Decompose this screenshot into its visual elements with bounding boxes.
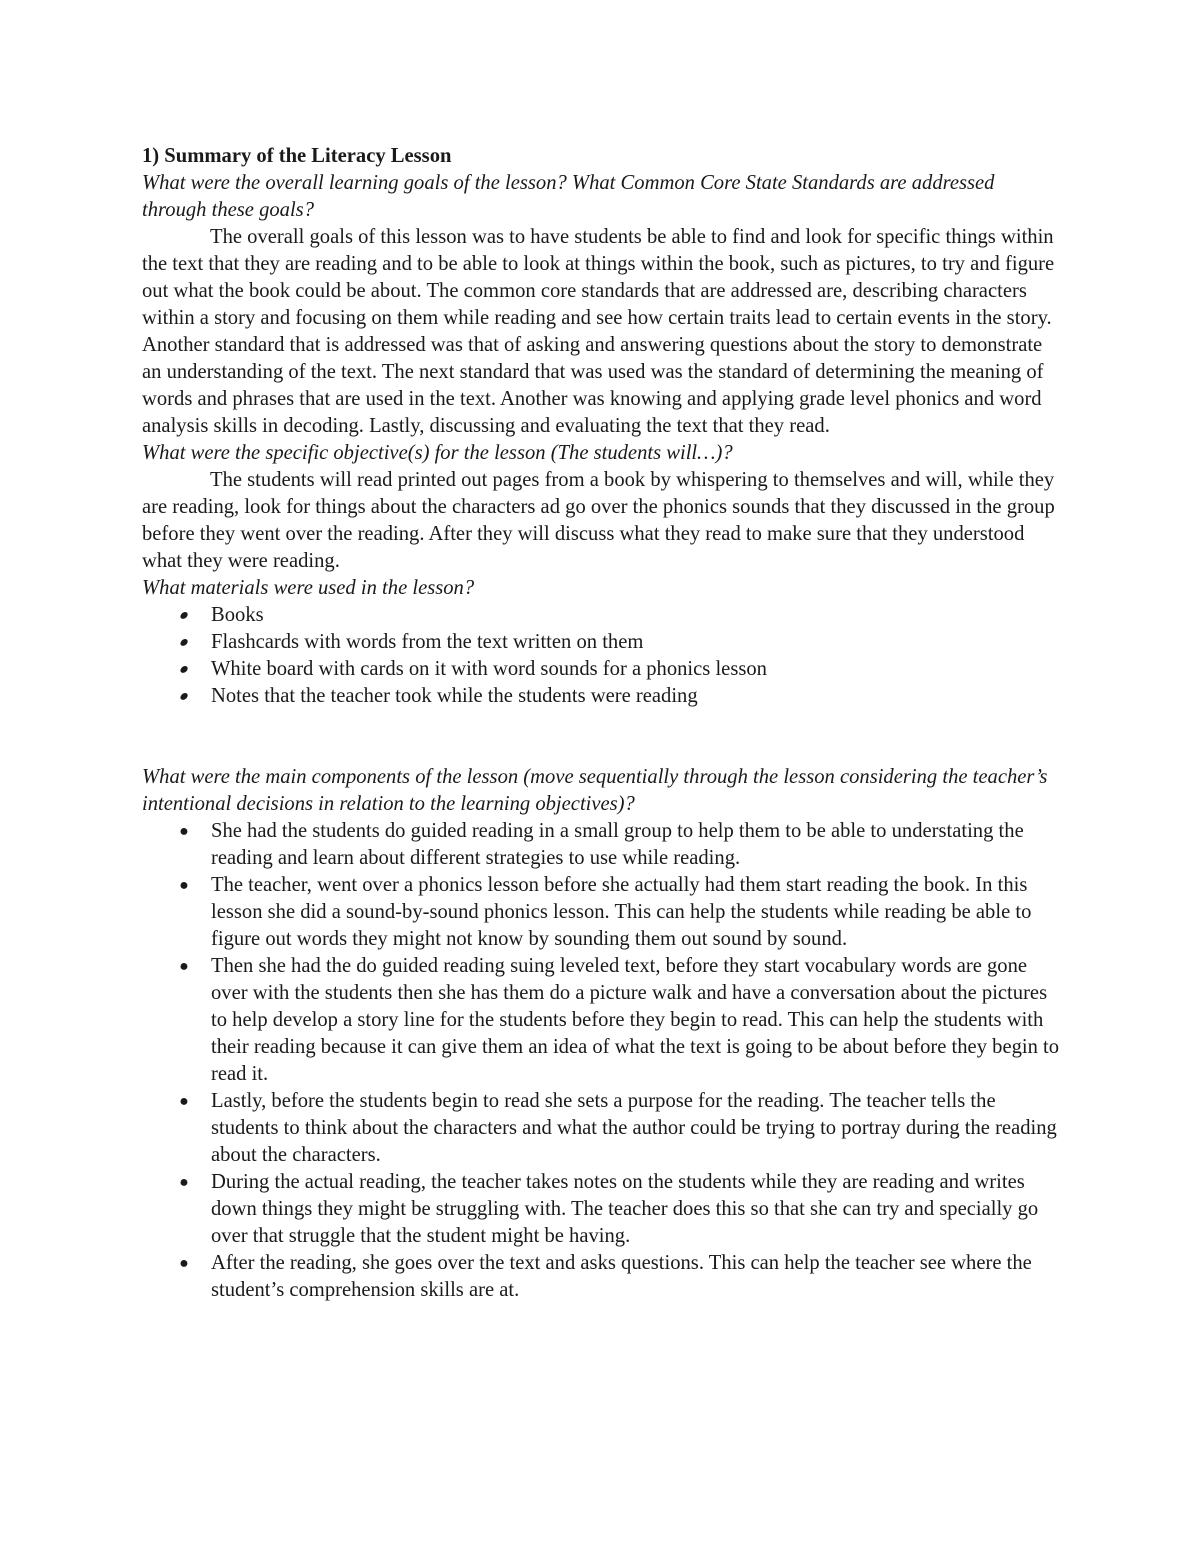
list-item-text: Notes that the teacher took while the students were reading [211,685,698,707]
spacer [142,710,1062,764]
question-main-components: What were the main components of the lesson (move sequentially through the lesson considering the teacher’s intentional decisions in relation to the learning objectives)? [142,766,1048,815]
bullet-icon: ● [179,1093,189,1110]
list-item [142,683,1062,710]
bullet-icon: ● [176,634,192,651]
list-item [142,1250,1062,1304]
list-item-text: White board with cards on it with word sounds for a phonics lesson [211,658,767,680]
section-heading: 1) Summary of the Literacy Lesson [142,145,452,167]
bullet-icon: ● [179,958,189,975]
list-item [142,656,1062,683]
bullet-icon: ● [179,1255,189,1272]
bullet-icon: ● [179,877,189,894]
components-list [142,818,1062,1304]
list-item [142,602,1062,629]
bullet-icon: ● [176,661,192,678]
list-item-text: Flashcards with words from the text written on them [211,631,644,653]
question-materials: What materials were used in the lesson? [142,577,475,599]
list-item-text: During the actual reading, the teacher takes notes on the students while they are reading and writes down things they might be struggling with. The teacher does this so that she can try and specially go over that struggle that the student might be having. [211,1171,1039,1247]
question-objectives: What were the specific objective(s) for the lesson (The students will…)? [142,442,733,464]
answer-objectives: The students will read printed out pages from a book by whispering to themselves and will, while they are reading, look for things about the characters ad go over the phonics sounds that they discussed in the group before they went over the reading. After they will discuss what they read to make sure that they understood what they were reading. [142,469,1055,572]
list-item-text: Lastly, before the students begin to read she sets a purpose for the reading. The teacher tells the students to think about the characters and what the author could be trying to portray during the reading about the characters. [211,1090,1057,1166]
list-item-text: Then she had the do guided reading suing leveled text, before they start vocabulary words are gone over with the students then she has them do a picture walk and have a conversation about the pictures to help develop a story line for the students before they begin to read. This can help the students with their reading because it can give them an idea of what the text is going to be about before they begin to read it. [211,955,1060,1085]
list-item-text: She had the students do guided reading in a small group to help them to be able to understating the reading and learn about different strategies to use while reading. [211,820,1024,869]
list-item [142,953,1062,1088]
list-item [142,818,1062,872]
answer-learning-goals: The overall goals of this lesson was to have students be able to find and look for specific things within the text that they are reading and to be able to look at things within the book, such as pictures, to try and figure out what the book could be about. The common core standards that are addressed are, describing characters within a story and focusing on them while reading and see how certain traits lead to certain events in the story. Another standard that is addressed was that of asking and answering questions about the story to demonstrate an understanding of the text. The next standard that was used was the standard of determining the meaning of words and phrases that are used in the text. Another was knowing and applying grade level phonics and word analysis skills in decoding. Lastly, discussing and evaluating the text that they read. [142,226,1055,437]
bullet-icon: ● [176,688,192,705]
bullet-icon: ● [179,1174,189,1191]
materials-list [142,602,1062,710]
list-item [142,1088,1062,1169]
list-item-text: Books [211,604,264,626]
list-item [142,872,1062,953]
bullet-icon: ● [176,607,192,624]
list-item-text: After the reading, she goes over the text and asks questions. This can help the teacher see where the student’s comprehension skills are at. [211,1252,1032,1301]
list-item [142,629,1062,656]
document-page [142,143,1062,1304]
bullet-icon: ● [179,823,189,840]
question-learning-goals: What were the overall learning goals of the lesson? What Common Core State Standards are addressed through these goals? [142,172,995,221]
list-item-text: The teacher, went over a phonics lesson before she actually had them start reading the book. In this lesson she did a sound-by-sound phonics lesson. This can help the students while reading be able to figure out words they might not know by sounding them out sound by sound. [211,874,1032,950]
list-item [142,1169,1062,1250]
